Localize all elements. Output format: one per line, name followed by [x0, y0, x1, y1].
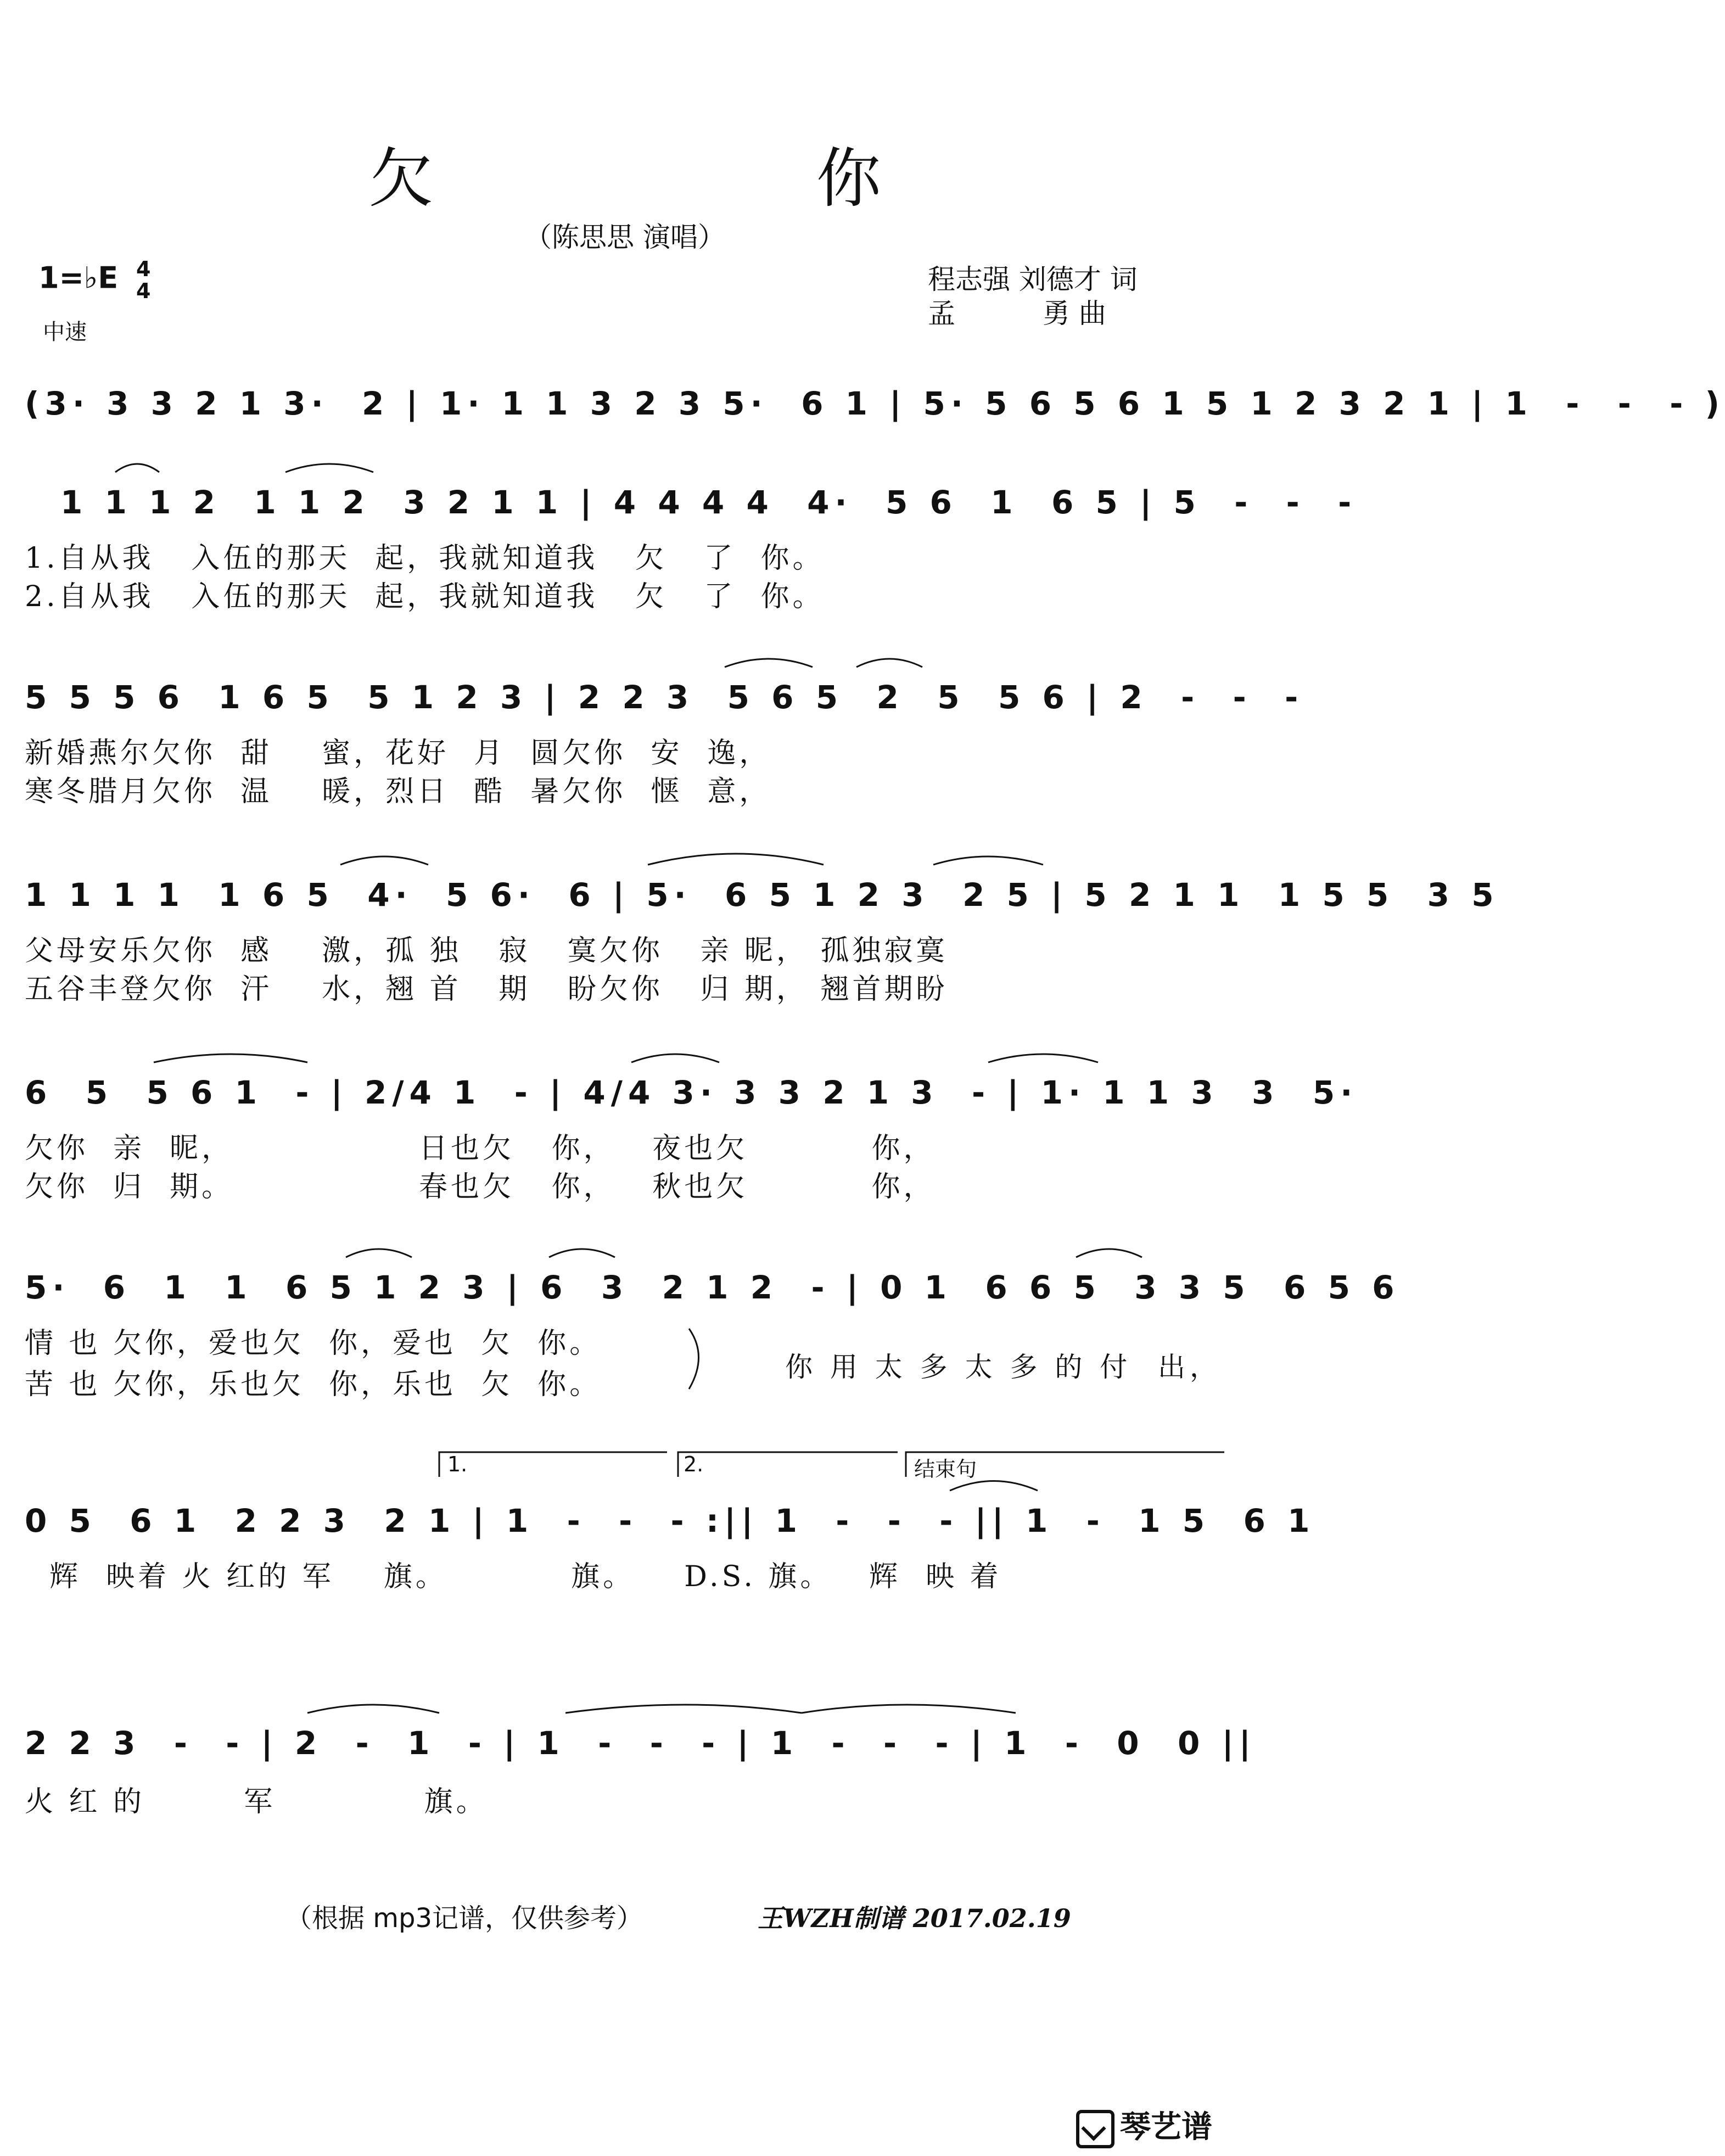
lyric-line-4-verse-1: 父母安乐欠你 感 激，孤 独 寂 寞欠你 亲 昵， 孤独寂寞 — [25, 934, 948, 967]
credits — [928, 262, 1138, 331]
notation-line-6: 5· 6 1 1 6 5 1 2 3 | 6 3 2 1 2 - | 0 1 6 6 5 3 3 5 6 5 6 — [25, 1269, 1400, 1306]
tempo-marking: 中速 — [43, 320, 87, 345]
ending-coda: 结束句 — [914, 1457, 977, 1481]
lyric-line-6-verse-2: 苦 也 欠你，乐也欠 你，乐也 欠 你。 — [25, 1368, 602, 1401]
logo-text: 琴艺谱 — [1120, 2109, 1212, 2145]
lyricist-credit: 程志强 刘德才 词 — [928, 264, 1138, 295]
lyric-line-2-verse-2: 2.自从我 入伍的那天 起，我就知道我 欠 了 你。 — [25, 580, 825, 613]
site-logo — [1076, 2103, 1212, 2148]
notation-line-3: 5 5 5 6 1 6 5 5 1 2 3 | 2 2 3 5 6 5 2 5 5 6 | 2 - - - — [25, 679, 1304, 716]
lyric-line-2-verse-1: 1.自从我 入伍的那天 起，我就知道我 欠 了 你。 — [25, 542, 825, 575]
transcription-note: （根据 mp3记谱，仅供参考） — [285, 1903, 643, 1934]
song-title: 欠 你 — [368, 141, 1062, 216]
notation-line-7: 0 5 6 1 2 2 3 2 1 | 1 - - - :|| 1 - - - || 1 - 1 5 6 1 — [25, 1502, 1315, 1539]
ending-first: 1. — [447, 1452, 468, 1476]
lyric-line-6-verse-1: 情 也 欠你，爱也欠 你，爱也 欠 你。 — [25, 1327, 602, 1360]
ending-second: 2. — [684, 1452, 704, 1476]
performer-subtitle: （陈思思 演唱） — [524, 221, 725, 253]
lyric-line-7: 辉 映着 火 红的 军 旗。 旗。 D.S. 旗。 辉 映 着 — [25, 1560, 1002, 1593]
transcriber-signature: 王WZH制谱 2017.02.19 — [758, 1903, 1071, 1933]
notation-line-8: 2 2 3 - - | 2 - 1 - | 1 - - - | 1 - - - | 1 - 0 0 || — [25, 1724, 1256, 1762]
time-signature — [136, 258, 150, 302]
lyric-line-3-verse-1: 新婚燕尔欠你 甜 蜜，花好 月 圆欠你 安 逸， — [25, 737, 771, 770]
composer-credit: 孟 勇 曲 — [928, 298, 1106, 329]
lyric-line-6-bridge: 你 用 太 多 太 多 的 付 出， — [785, 1351, 1222, 1383]
time-signature-bottom: 4 — [136, 279, 151, 303]
lyric-line-5-verse-1: 欠你 亲 昵， 日也欠 你， 夜也欠 你， — [25, 1132, 936, 1165]
key-label: 1=♭E — [38, 260, 119, 295]
lyric-line-3-verse-2: 寒冬腊月欠你 温 暖，烈日 酷 暑欠你 惬 意， — [25, 775, 771, 808]
notation-line-4: 1 1 1 1 1 6 5 4· 5 6· 6 | 5· 6 5 1 2 3 2 5 | 5 2 1 1 1 5 5 3 5 — [25, 876, 1499, 914]
notation-line-2: 1 1 1 2 1 1 2 3 2 1 1 | 4 4 4 4 4· 5 6 1 6 5 | 5 - - - — [60, 484, 1357, 521]
key-signature — [38, 258, 150, 302]
notation-line-5: 6 5 5 6 1 - | 2/4 1 - | 4/4 3· 3 3 2 1 3 - | 1· 1 1 3 3 5· — [25, 1074, 1358, 1111]
lyric-line-4-verse-2: 五谷丰登欠你 汗 水，翘 首 期 盼欠你 归 期， 翘首期盼 — [25, 973, 948, 1006]
time-signature-top: 4 — [136, 257, 151, 281]
lyric-line-8: 火 红 的 军 旗。 — [25, 1785, 488, 1818]
lyric-line-5-verse-2: 欠你 归 期。 春也欠 你， 秋也欠 你， — [25, 1171, 936, 1203]
notation-line-1: (3· 3 3 2 1 3· 2 | 1· 1 1 3 2 3 5· 6 1 | 5· 5 6 5 6 1 5 1 2 3 2 1 | 1 - - - ) — [25, 385, 1725, 422]
logo-icon — [1076, 2110, 1114, 2148]
